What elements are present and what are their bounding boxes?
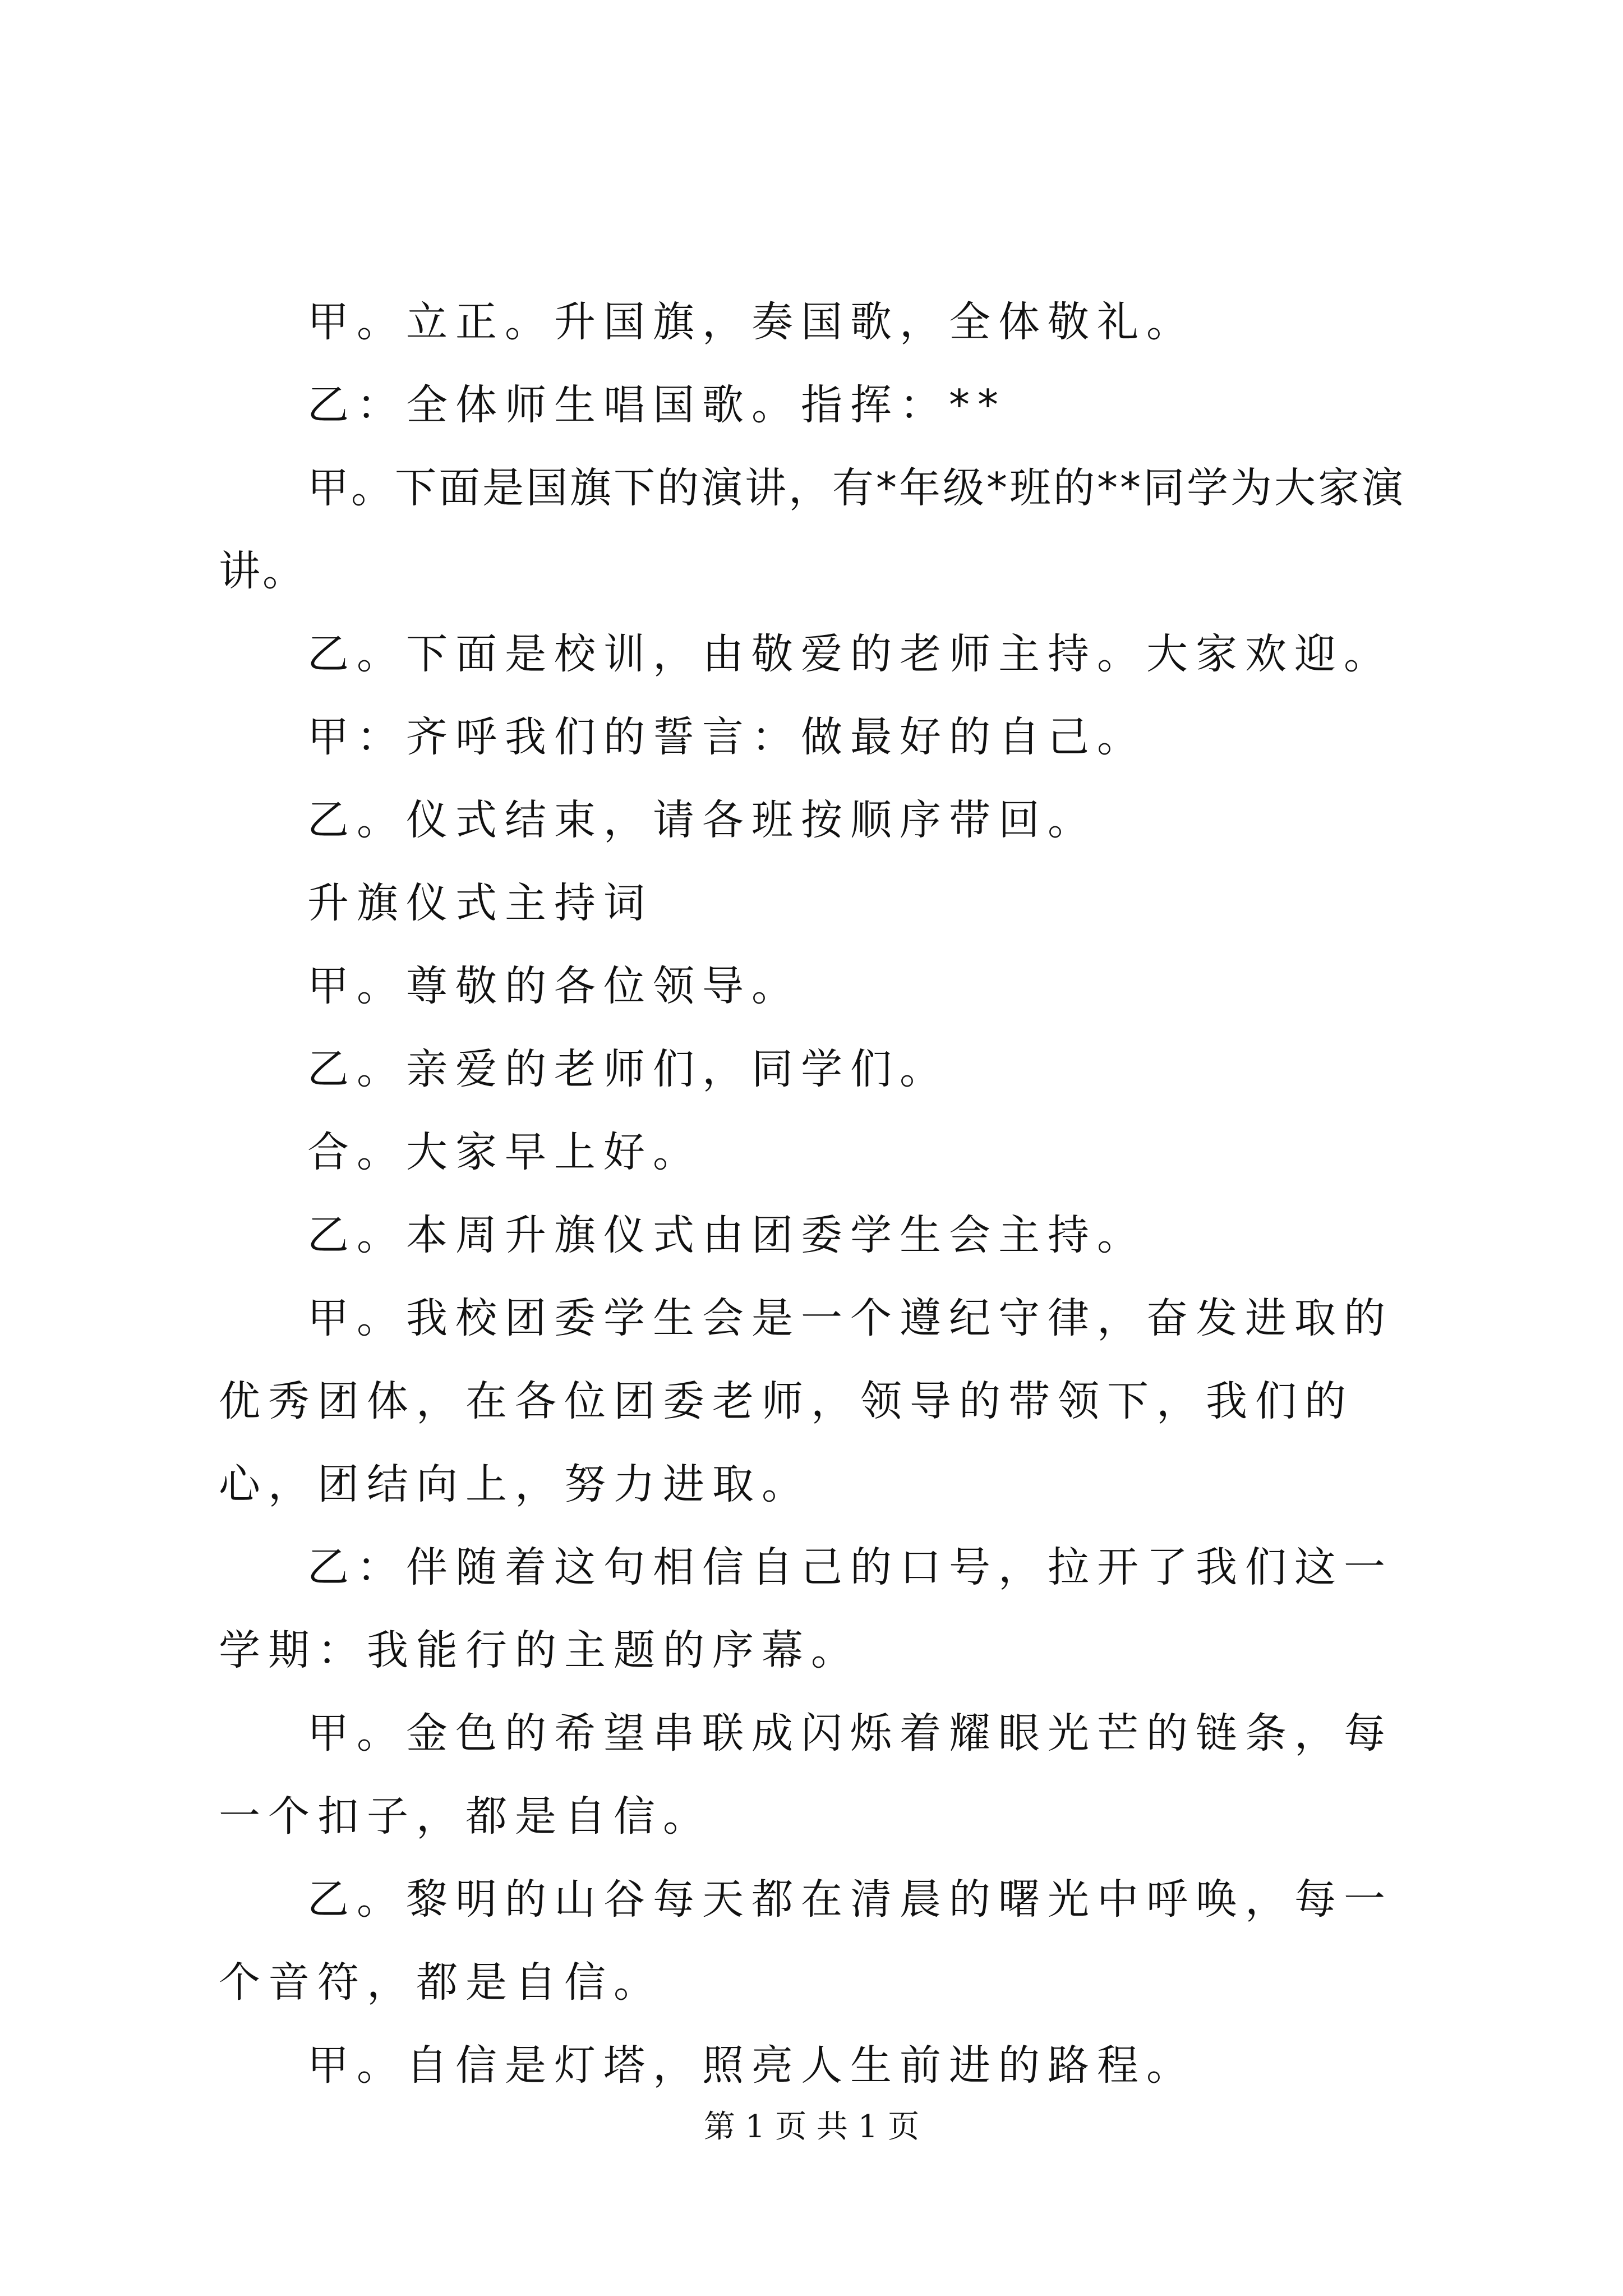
- paragraph: 合。大家早上好。: [307, 1128, 702, 1176]
- paragraph: 乙。仪式结束，请各班按顺序带回。: [307, 796, 1097, 844]
- paragraph: 乙。本周升旗仪式由团委学生会主持。: [307, 1211, 1146, 1259]
- paragraph: 乙。亲爱的老师们，同学们。: [307, 1045, 949, 1093]
- paragraph: 甲。我校团委学生会是一个遵纪守律，奋发进取的优秀团体，在各位团委老师，领导的带领下，我们的心，团结向上，努力进取。: [219, 1294, 1393, 1508]
- paragraph: 甲。金色的希望串联成闪烁着耀眼光芒的链条，每一个扣子，都是自信。: [219, 1709, 1393, 1841]
- section-title: 升旗仪式主持词: [307, 879, 653, 927]
- page-footer: 第 1 页 共 1 页: [703, 2109, 920, 2145]
- paragraph: 乙。下面是校训，由敬爱的老师主持。大家欢迎。: [307, 630, 1393, 678]
- paragraph: 乙：全体师生唱国歌。指挥：**: [307, 381, 1006, 429]
- paragraph: 乙：伴随着这句相信自己的口号，拉开了我们这一学期：我能行的主题的序幕。: [219, 1543, 1393, 1674]
- paragraph: 乙。黎明的山谷每天都在清晨的曙光中呼唤，每一个音符，都是自信。: [219, 1875, 1393, 2007]
- paragraph: 甲。下面是国旗下的演讲，有*年级*班的**同学为大家演讲。: [219, 464, 1405, 595]
- paragraph: 甲：齐呼我们的誓言：做最好的自己。: [307, 713, 1146, 761]
- paragraph: 甲。自信是灯塔，照亮人生前进的路程。: [307, 2041, 1196, 2090]
- document-body: [219, 280, 1441, 2107]
- paragraph: 甲。立正。升国旗，奏国歌，全体敬礼。: [307, 298, 1196, 346]
- paragraph: 甲。尊敬的各位领导。: [307, 962, 801, 1010]
